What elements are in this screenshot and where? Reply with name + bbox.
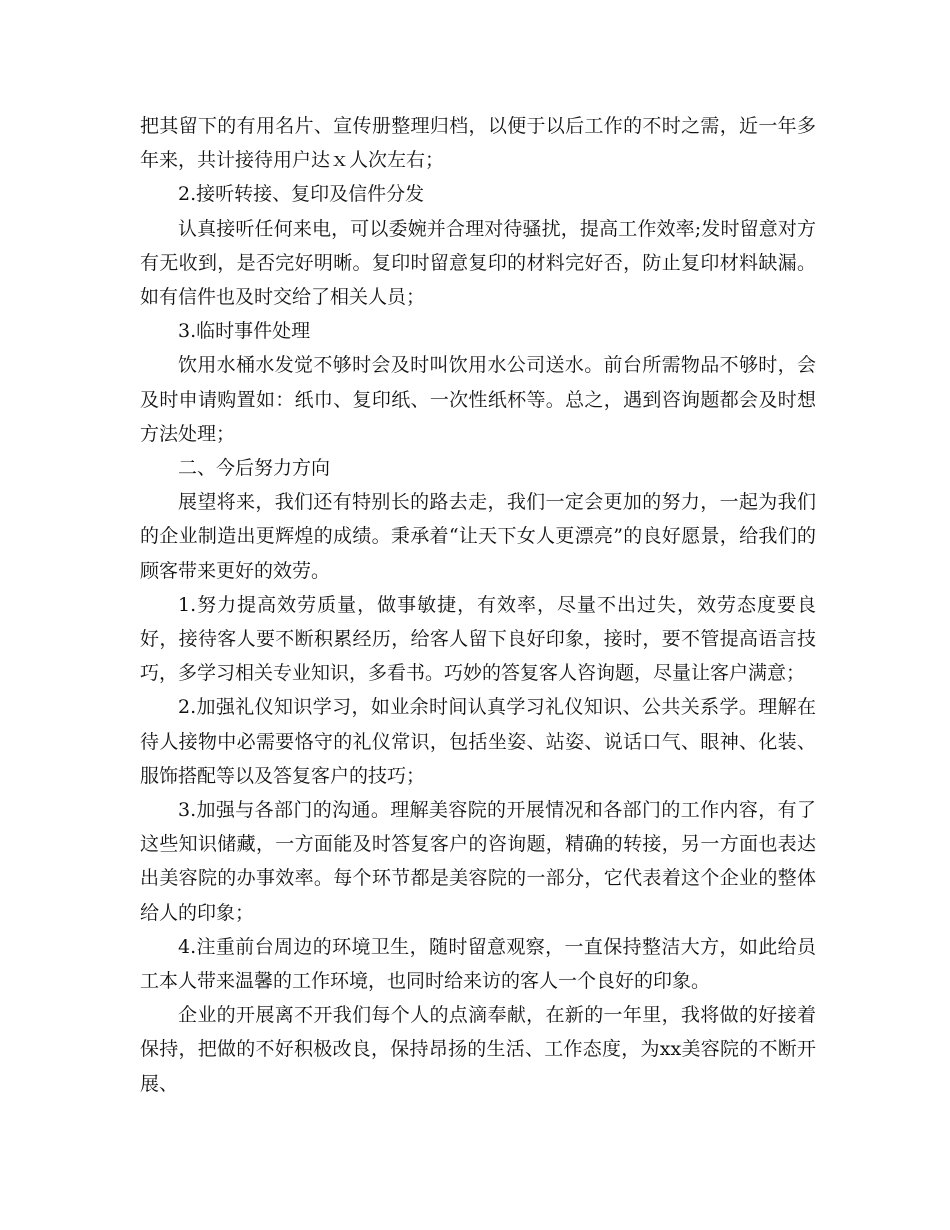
paragraph-8: 1.努力提高效劳质量，做事敏捷，有效率，尽量不出过失，效劳态度要良好，接待客人要不断积累经历，给客人留下良好印象，接时，要不管提高语言技巧，多学习相关专业知识，多看书。巧妙的答复客人咨询题，尽量让客户满意；	[140, 593, 816, 685]
paragraph-7: 展望将来，我们还有特别长的路去走，我们一定会更加的努力，一起为我们的企业制造出更辉煌的成绩。秉承着“让天下女人更漂亮”的良好愿景，给我们的顾客带来更好的效劳。	[140, 491, 816, 582]
paragraph-10: 3.加强与各部门的沟通。理解美容院的开展情况和各部门的工作内容，有了这些知识储藏，一方面能及时答复客户的咨询题，精确的转接，另一方面也表达出美容院的办事效率。每个环节都是美容院的一部分，它代表着这个企业的整体给人的印象；	[140, 799, 816, 924]
paragraph-2-heading: 2.接听转接、复印及信件分发	[178, 183, 425, 206]
paragraph-9: 2.加强礼仪知识学习，如业余时间认真学习礼仪知识、公共关系学。理解在待人接物中必需要恪守的礼仪常识，包括坐姿、站姿、说话口气、眼神、化装、服饰搭配等以及答复客户的技巧；	[140, 696, 816, 787]
paragraph-4-heading: 3.临时事件处理	[178, 320, 311, 343]
section-heading-future: 二、今后努力方向	[178, 457, 331, 480]
paragraph-12: 企业的开展离不开我们每个人的点滴奉献，在新的一年里，我将做的好接着保持，把做的不好积极改良，保持昂扬的生活、工作态度，为xx美容院的不断开展、	[140, 1004, 816, 1095]
document-body	[140, 109, 816, 1101]
paragraph-5: 饮用水桶水发觉不够时会及时叫饮用水公司送水。前台所需物品不够时，会及时申请购置如：纸巾、复印纸、一次性纸杯等。总之，遇到咨询题都会及时想方法处理；	[140, 354, 816, 445]
paragraph-11: 4.注重前台周边的环境卫生，随时留意观察，一直保持整洁大方，如此给员工本人带来温馨的工作环境，也同时给来访的客人一个良好的印象。	[140, 935, 816, 993]
paragraph-3: 认真接听任何来电，可以委婉并合理对待骚扰，提高工作效率;发时留意对方有无收到，是否完好明晰。复印时留意复印的材料完好否，防止复印材料缺漏。如有信件也及时交给了相关人员；	[140, 217, 816, 309]
paragraph-1: 把其留下的有用名片、宣传册整理归档，以便于以后工作的不时之需，近一年多年来，共计接待用户达ｘ人次左右；	[140, 115, 816, 172]
